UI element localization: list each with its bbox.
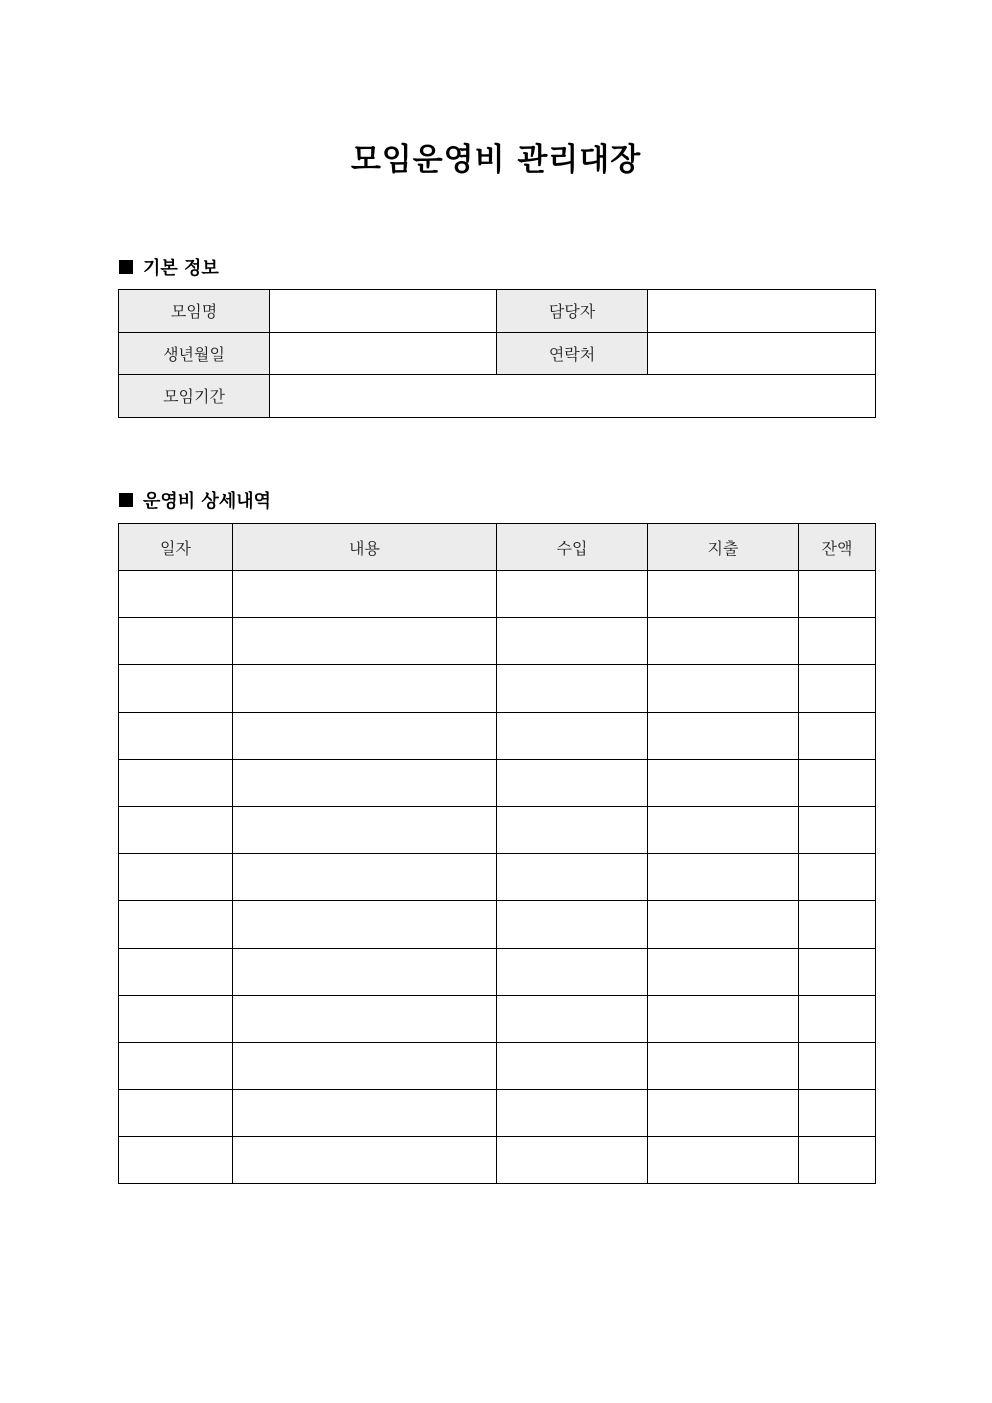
date-cell[interactable] [119, 759, 233, 806]
income-cell[interactable] [497, 995, 648, 1042]
period-label: 모임기간 [119, 375, 270, 418]
expense-cell[interactable] [648, 1090, 799, 1137]
table-row [119, 995, 876, 1042]
table-row [119, 1090, 876, 1137]
date-cell[interactable] [119, 665, 233, 712]
date-cell[interactable] [119, 618, 233, 665]
table-row [119, 901, 876, 948]
expense-cell[interactable] [648, 665, 799, 712]
income-cell[interactable] [497, 759, 648, 806]
income-cell[interactable] [497, 665, 648, 712]
contact-field[interactable] [648, 332, 876, 375]
column-header-date: 일자 [119, 524, 233, 571]
date-cell[interactable] [119, 806, 233, 853]
income-cell[interactable] [497, 618, 648, 665]
section-expense-heading [119, 487, 271, 513]
description-cell[interactable] [233, 1042, 497, 1089]
description-cell[interactable] [233, 806, 497, 853]
description-cell[interactable] [233, 1137, 497, 1184]
birth-date-label: 생년월일 [119, 332, 270, 375]
expense-cell[interactable] [648, 712, 799, 759]
income-cell[interactable] [497, 948, 648, 995]
column-header-description: 내용 [233, 524, 497, 571]
manager-label: 담당자 [497, 290, 648, 333]
expense-table [118, 523, 876, 1184]
table-row [119, 712, 876, 759]
column-header-balance: 잔액 [799, 524, 876, 571]
date-cell[interactable] [119, 854, 233, 901]
expense-cell[interactable] [648, 1042, 799, 1089]
balance-cell[interactable] [799, 901, 876, 948]
expense-cell[interactable] [648, 806, 799, 853]
manager-field[interactable] [648, 290, 876, 333]
section-expense-title: 운영비 상세내역 [143, 491, 271, 512]
table-row [119, 759, 876, 806]
expense-cell[interactable] [648, 948, 799, 995]
balance-cell[interactable] [799, 571, 876, 618]
document-title: 모임운영비 관리대장 [350, 142, 642, 178]
expense-cell[interactable] [648, 995, 799, 1042]
description-cell[interactable] [233, 948, 497, 995]
square-bullet-icon [119, 260, 133, 274]
section-basic-info-title: 기본 정보 [143, 258, 219, 279]
date-cell[interactable] [119, 571, 233, 618]
expense-cell[interactable] [648, 759, 799, 806]
date-cell[interactable] [119, 901, 233, 948]
date-cell[interactable] [119, 995, 233, 1042]
balance-cell[interactable] [799, 1137, 876, 1184]
date-cell[interactable] [119, 1090, 233, 1137]
expense-cell[interactable] [648, 901, 799, 948]
expense-cell[interactable] [648, 618, 799, 665]
balance-cell[interactable] [799, 995, 876, 1042]
birth-date-field[interactable] [270, 332, 497, 375]
table-row [119, 1137, 876, 1184]
table-row [119, 571, 876, 618]
date-cell[interactable] [119, 948, 233, 995]
square-bullet-icon [119, 493, 133, 507]
table-row [119, 665, 876, 712]
income-cell[interactable] [497, 1137, 648, 1184]
info-row [119, 332, 876, 375]
date-cell[interactable] [119, 1137, 233, 1184]
description-cell[interactable] [233, 712, 497, 759]
contact-label: 연락처 [497, 332, 648, 375]
income-cell[interactable] [497, 712, 648, 759]
balance-cell[interactable] [799, 948, 876, 995]
description-cell[interactable] [233, 1090, 497, 1137]
income-cell[interactable] [497, 1090, 648, 1137]
balance-cell[interactable] [799, 806, 876, 853]
table-row [119, 948, 876, 995]
income-cell[interactable] [497, 901, 648, 948]
basic-info-table [118, 289, 876, 418]
balance-cell[interactable] [799, 712, 876, 759]
description-cell[interactable] [233, 665, 497, 712]
description-cell[interactable] [233, 571, 497, 618]
balance-cell[interactable] [799, 665, 876, 712]
expense-cell[interactable] [648, 854, 799, 901]
income-cell[interactable] [497, 571, 648, 618]
balance-cell[interactable] [799, 1090, 876, 1137]
balance-cell[interactable] [799, 759, 876, 806]
expense-header-row [119, 524, 876, 571]
column-header-expense: 지출 [648, 524, 799, 571]
info-row [119, 375, 876, 418]
balance-cell[interactable] [799, 618, 876, 665]
group-name-label: 모임명 [119, 290, 270, 333]
info-row [119, 290, 876, 333]
description-cell[interactable] [233, 854, 497, 901]
table-row [119, 806, 876, 853]
expense-cell[interactable] [648, 1137, 799, 1184]
income-cell[interactable] [497, 1042, 648, 1089]
date-cell[interactable] [119, 712, 233, 759]
income-cell[interactable] [497, 854, 648, 901]
period-field[interactable] [270, 375, 876, 418]
balance-cell[interactable] [799, 1042, 876, 1089]
balance-cell[interactable] [799, 854, 876, 901]
date-cell[interactable] [119, 1042, 233, 1089]
table-row [119, 1042, 876, 1089]
table-row [119, 854, 876, 901]
description-cell[interactable] [233, 759, 497, 806]
group-name-field[interactable] [270, 290, 497, 333]
description-cell[interactable] [233, 618, 497, 665]
section-basic-info-heading [119, 254, 219, 280]
description-cell[interactable] [233, 995, 497, 1042]
income-cell[interactable] [497, 806, 648, 853]
column-header-income: 수입 [497, 524, 648, 571]
table-row [119, 618, 876, 665]
description-cell[interactable] [233, 901, 497, 948]
expense-cell[interactable] [648, 571, 799, 618]
